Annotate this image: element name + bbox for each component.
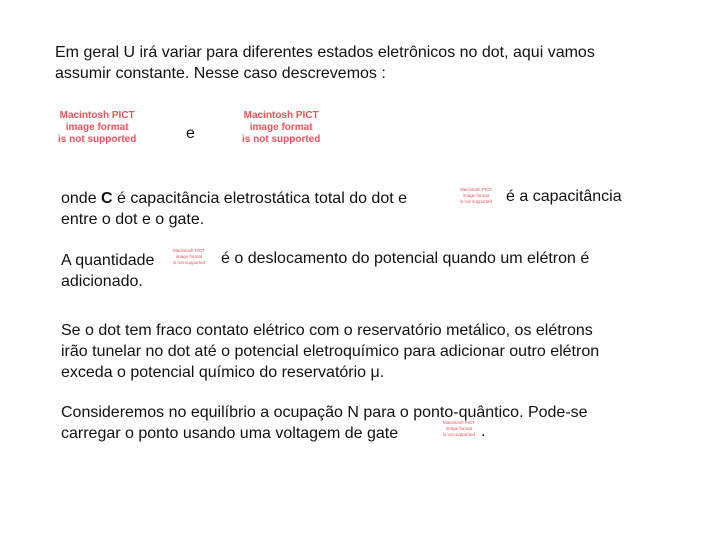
inline-image-placeholder-quantity — [173, 248, 205, 266]
paragraph-capacitance-line-1 — [61, 188, 407, 209]
equation-image-placeholder-2 — [242, 110, 320, 146]
paragraph-equilibrium-period: . — [481, 423, 486, 440]
placeholder-text: is not supported — [443, 432, 476, 437]
placeholder-text: is not supported — [242, 134, 321, 145]
paragraph-quantity-line-1-tail: é o deslocamento do potencial quando um elétron é — [221, 250, 590, 267]
placeholder-text: image format — [249, 122, 313, 133]
placeholder-text: is not supported — [58, 134, 137, 145]
equation-image-placeholder-1 — [58, 110, 136, 146]
paragraph-capacitance-line-2: entre o dot e o gate. — [61, 211, 205, 228]
placeholder-text: Macintosh PICT — [59, 110, 135, 121]
inline-image-placeholder-vg — [443, 420, 475, 438]
placeholder-text: image format — [445, 426, 473, 431]
placeholder-text: image format — [175, 254, 203, 259]
paragraph-tunneling-line-1: Se o dot tem fraco contato elétrico com o reservatório metálico, os elétrons — [61, 322, 593, 339]
placeholder-text: Macintosh PICT — [243, 110, 319, 121]
paragraph-equilibrium-line-2: carregar o ponto usando uma voltagem de gate — [61, 425, 399, 442]
paragraph-equilibrium-line-1: Consideremos no equilíbrio a ocupação N para o ponto-quântico. Pode-se — [61, 404, 588, 421]
paragraph-quantity — [61, 250, 154, 292]
text-run: é capacitância eletrostática total do dot e — [112, 190, 408, 207]
placeholder-text: image format — [462, 193, 490, 198]
paragraph-intro-line-2: assumir constante. Nesse caso descrevemos : — [55, 65, 386, 82]
paragraph-intro-line-1: Em geral U irá variar para diferentes estados eletrônicos no dot, aqui vamos — [55, 44, 595, 61]
connector-e: e — [186, 125, 195, 142]
placeholder-text: Macintosh PICT — [460, 187, 493, 192]
placeholder-text: Macintosh PICT — [443, 420, 476, 425]
placeholder-text: Macintosh PICT — [173, 248, 206, 253]
paragraph-tunneling — [61, 320, 599, 383]
paragraph-capacitance-line-1-tail: é a capacitância — [506, 188, 622, 205]
placeholder-text: is not supported — [173, 260, 206, 265]
placeholder-text: image format — [65, 122, 129, 133]
symbol-c: C — [101, 190, 113, 207]
paragraph-capacitance — [61, 188, 407, 230]
placeholder-text: is not supported — [460, 199, 493, 204]
paragraph-quantity-line-1: A quantidade — [61, 252, 155, 269]
paragraph-tunneling-line-3: exceda o potencial químico do reservatório μ. — [61, 364, 385, 381]
paragraph-equilibrium — [61, 402, 588, 444]
paragraph-quantity-line-2: adicionado. — [61, 273, 143, 290]
paragraph-tunneling-line-2: irão tunelar no dot até o potencial eletroquímico para adicionar outro elétron — [61, 343, 600, 360]
paragraph-intro — [55, 42, 595, 84]
inline-image-placeholder-cg — [460, 187, 492, 205]
text-run: onde — [61, 190, 102, 207]
